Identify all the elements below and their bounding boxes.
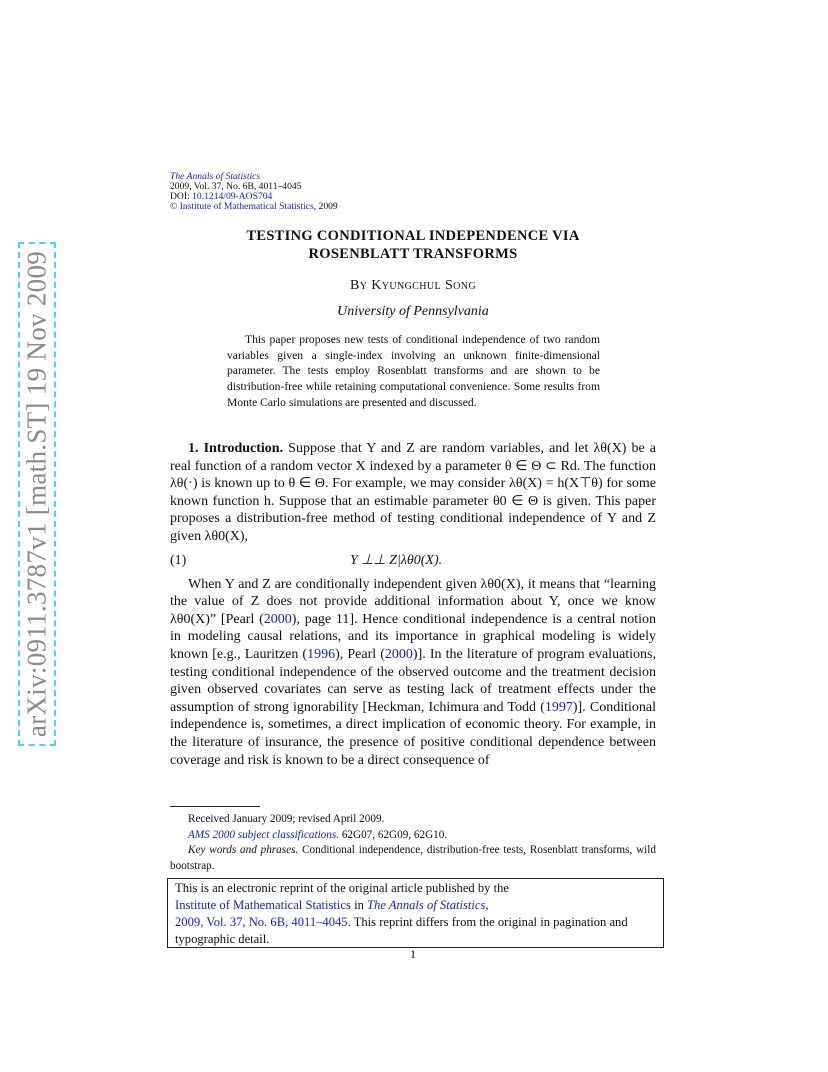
reprint-text: in (350, 898, 368, 912)
footnote-rule (170, 806, 260, 807)
reprint-volume-link[interactable]: 2009, Vol. 37, No. 6B, 4011–4045 (175, 915, 348, 929)
citation-link[interactable]: 2000 (384, 646, 413, 662)
reprint-text: , (485, 898, 489, 912)
copyright-line (170, 202, 338, 212)
keywords (170, 843, 656, 874)
para-text: When Y and Z are conditionally independent given λθ0(X), it means that “learning the value of Z does not provide additional information about Y, once we know λθ0(X)” [Pearl ( (170, 576, 656, 627)
keywords-text: Conditional independence, distribution-free tests, Rosenblatt transforms, wild bootstrap. (170, 844, 656, 873)
journal-volume: 2009, Vol. 37, No. 6B, 4011–4045 (170, 181, 302, 192)
paper-title (170, 227, 656, 263)
intro-paragraph (170, 440, 656, 546)
reprint-journal-link[interactable]: The Annals of Statistics (367, 898, 486, 912)
ams-classification (170, 828, 656, 844)
para-text: )]. Conditional independence is, sometimes, a direct implication of economic theory. For example, in the literature of insurance, the presence of positive conditional dependence between coverage and risk is known to be a direct consequence of (170, 699, 656, 768)
citation-link[interactable]: 1996 (307, 646, 336, 662)
second-paragraph (170, 576, 656, 770)
author-name: By Kyungchul Song (349, 278, 477, 293)
title-line-2: ROSENBLATT TRANSFORMS (308, 246, 518, 262)
publisher-link[interactable]: Institute of Mathematical Statistics (179, 201, 314, 212)
title-line-1: TESTING CONDITIONAL INDEPENDENCE VIA (246, 228, 580, 244)
footnotes (170, 812, 656, 875)
para-text: )]. In the literature of program evaluations, testing conditional independence of the observed outcome and the treatment decision given observed covariates can serve as testing lack of treatment effects under the assumption of strong ignorability [Heckman, Ichimura and Todd ( (170, 646, 657, 715)
keywords-label: Key words and phrases. (188, 844, 299, 857)
author-affiliation: University of Pennsylvania (337, 304, 489, 319)
arxiv-side-stamp (18, 242, 56, 746)
reprint-notice (167, 878, 664, 948)
ams-codes: 62G07, 62G09, 62G10. (339, 828, 448, 841)
ams-link[interactable]: AMS 2000 subject classifications. (188, 828, 340, 841)
reprint-line-1: This is an electronic reprint of the original article published by the (175, 881, 509, 895)
citation-link[interactable]: 2000 (263, 611, 292, 627)
page-number: 1 (410, 947, 416, 961)
doi-link[interactable]: 10.1214/09-AOS704 (192, 191, 273, 202)
reprint-text: . This reprint differs from the original in pagination and typographic detail. (175, 915, 628, 946)
copyright-symbol: © (170, 201, 178, 212)
doi-label: DOI: (170, 191, 193, 202)
intro-text: Suppose that Y and Z are random variables, and let λθ(X) be a real function of a random vector X indexed by a parameter θ ∈ Θ ⊂ Rd. The function λθ(·) is known up to θ ∈ Θ. For example, we may consider λθ(X) = h(X⊤θ) for some known function h. Suppose that an estimable parameter θ0 ∈ Θ is given. This paper proposes a distribution-free method of testing conditional independence of Y and Z given λθ0(X), (170, 441, 656, 544)
main-text (170, 440, 656, 769)
para-text: ), page 11]. Hence conditional independence is a central notion in modeling causal relations, and its importance in graphical modeling is widely known [e.g., Lauritzen ( (170, 611, 656, 662)
equation-number: (1) (170, 552, 187, 568)
equation-1 (170, 548, 656, 574)
journal-header (170, 172, 338, 212)
copyright-year: , 2009 (313, 201, 338, 212)
received-note: Received January 2009; revised April 2009. (188, 813, 385, 825)
abstract: This paper proposes new tests of conditional independence of two random variables given a single-index involving an unknown finite-dimensional parameter. The tests employ Rosenblatt transforms and are shown to be distribution-free while retaining computational convenience. Some results from Monte Carlo simulations are presented and discussed. (227, 333, 600, 409)
reprint-line-3 (175, 914, 656, 948)
citation-link[interactable]: 1997 (544, 699, 573, 715)
reprint-publisher-link[interactable]: Institute of Mathematical Statistics (175, 898, 351, 912)
para-text: ), Pearl ( (335, 646, 385, 662)
equation-formula: Y ⊥⊥ Z|λθ0(X). (350, 552, 443, 568)
arxiv-identifier: arXiv:0911.3787v1 [math.ST] 19 Nov 2009 (21, 250, 52, 738)
reprint-line-2 (175, 897, 656, 914)
section-heading: 1. Introduction. (188, 441, 284, 456)
journal-name[interactable]: The Annals of Statistics (170, 171, 261, 182)
